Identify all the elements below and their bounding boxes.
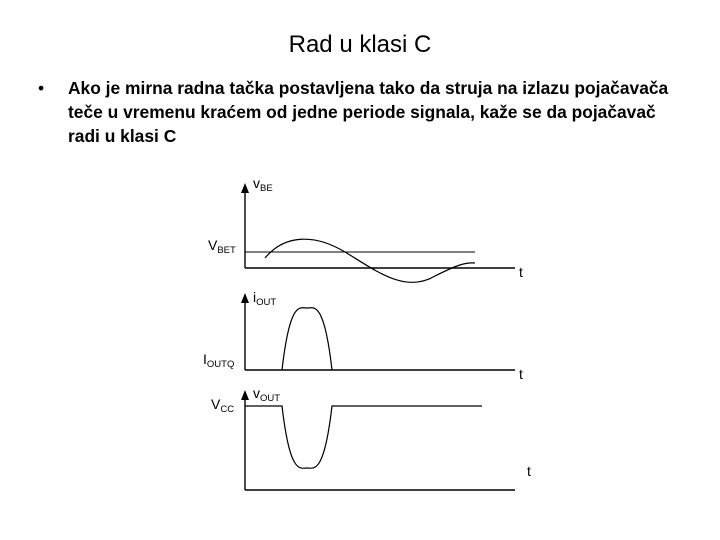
iout-current-pulse <box>282 308 332 370</box>
bullet-text: Ako je mirna radna tačka postavljena tako da struja na izlazu pojačavača teče u vremenu kraćem od jedne periode signala, kaže se da pojačavač radi u klasi C <box>68 78 669 146</box>
vbe-axis-label: $v_{BE}$ <box>253 175 273 194</box>
iout-time-label: t <box>519 366 523 382</box>
vbe-time-label: t <box>519 264 523 280</box>
vout-supply-label: $V_{CC}$ <box>211 396 235 415</box>
slide-title: Rad u klasi C <box>288 31 432 58</box>
iout-quiescent-label: $I_{OUTQ}$ <box>203 351 235 370</box>
vout-plot <box>211 385 531 490</box>
vbe-threshold-label: $V_{BET}$ <box>208 237 236 256</box>
vbe-sine-wave <box>265 239 475 282</box>
iout-plot <box>203 289 523 382</box>
vbe-plot <box>208 175 523 282</box>
vout-voltage-waveform <box>245 406 482 468</box>
vout-time-label: t <box>527 463 531 479</box>
iout-axis-label: $i_{OUT}$ <box>253 289 277 308</box>
iout-axis-arrow-icon <box>241 293 249 303</box>
vout-axis-arrow-icon <box>241 390 249 400</box>
vout-axis-label: $v_{OUT}$ <box>253 385 281 404</box>
vbe-axis-arrow-icon <box>241 183 249 193</box>
bullet-marker: • <box>38 78 45 98</box>
